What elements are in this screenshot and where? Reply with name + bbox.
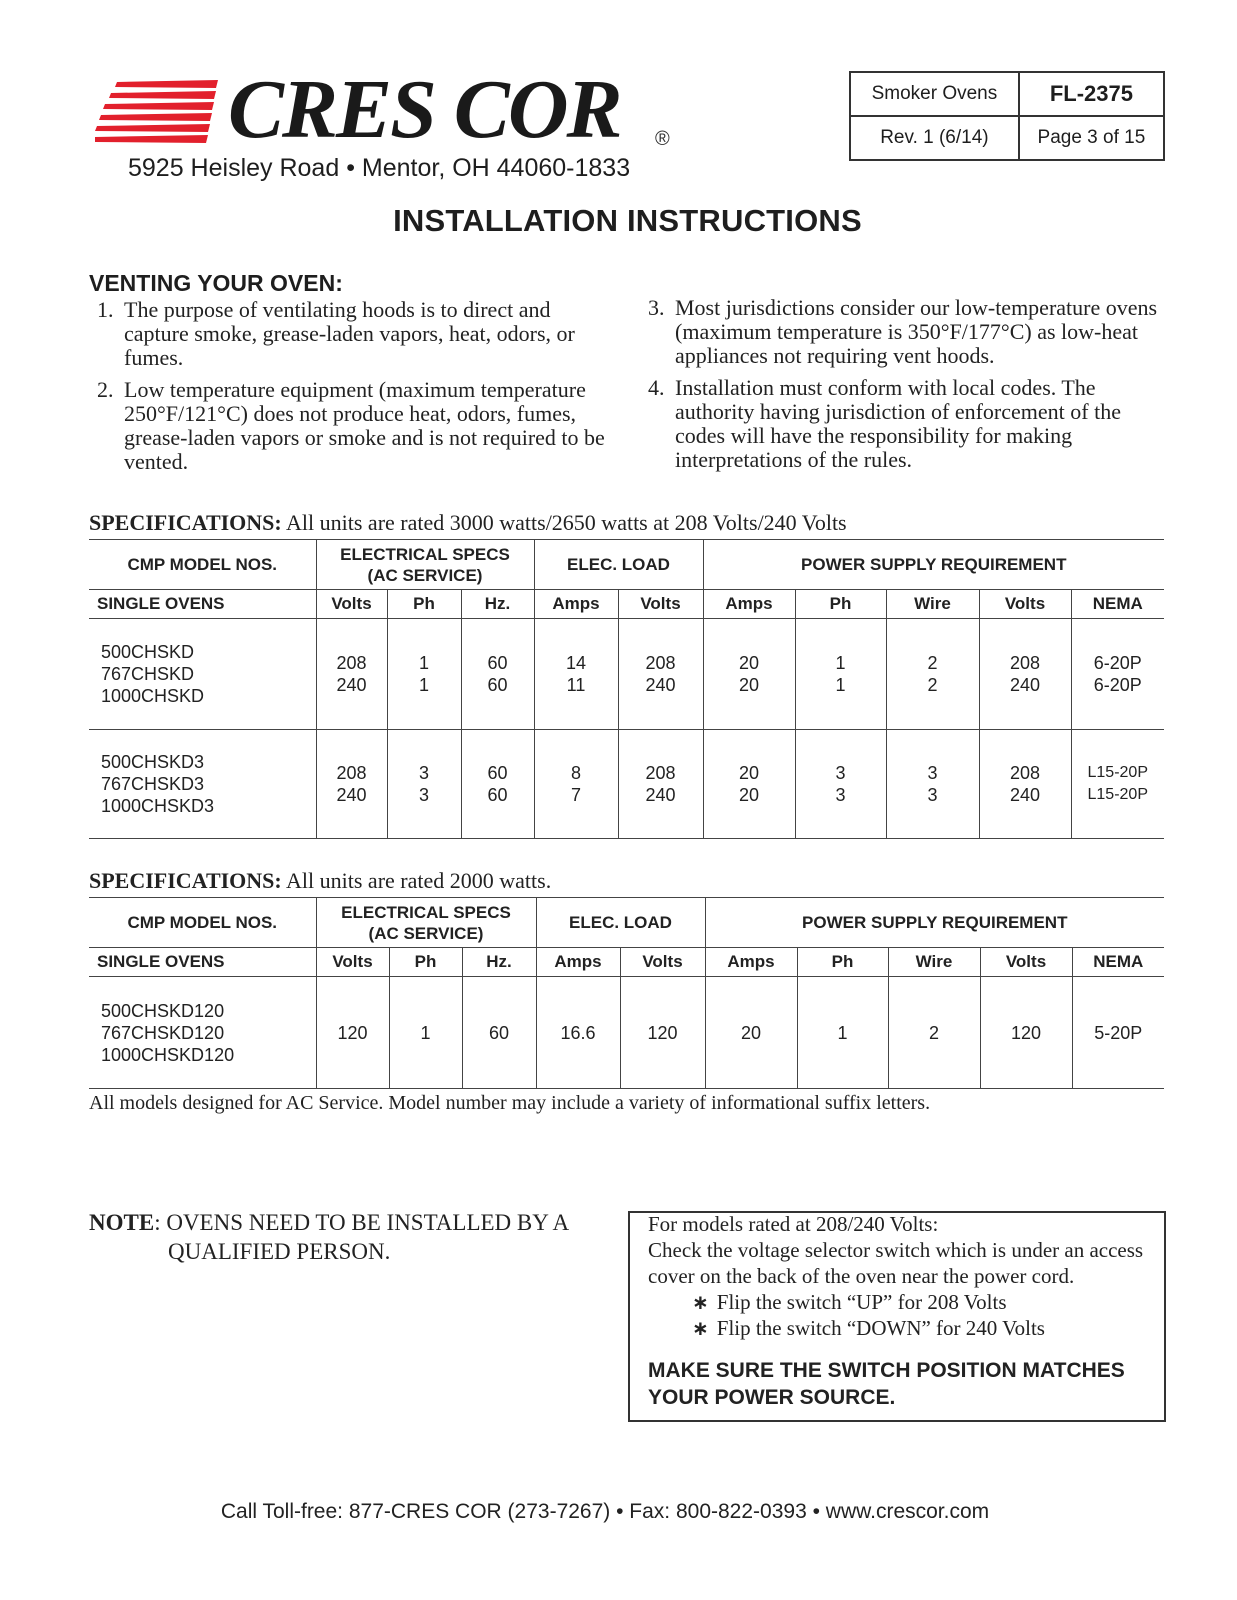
wire-cell: 2	[888, 977, 980, 1089]
load-volts-cell: 208 240	[618, 730, 703, 839]
load-volts-cell: 120	[620, 977, 705, 1089]
ph-cell: 1	[389, 977, 462, 1089]
ps-volts-cell: 208 240	[979, 619, 1071, 730]
header-elec-load: ELEC. LOAD	[534, 540, 703, 590]
ps-amps-cell: 20 20	[703, 730, 795, 839]
model-list: 500CHSKD120 767CHSKD120 1000CHSKD120	[89, 977, 316, 1089]
header-model: CMP MODEL NOS.	[89, 898, 316, 948]
asterisk-icon: ∗	[692, 1290, 709, 1314]
header-volts: Volts	[620, 948, 705, 977]
ps-ph-cell: 1 1	[795, 619, 886, 730]
header-amps: Amps	[536, 948, 620, 977]
header-ph: Ph	[797, 948, 888, 977]
nema-cell: 6-20P 6-20P	[1071, 619, 1164, 730]
ps-volts-cell: 120	[980, 977, 1072, 1089]
hz-cell: 60 60	[461, 619, 534, 730]
header-single-ovens: SINGLE OVENS	[89, 948, 316, 977]
doc-category: Smoker Ovens	[850, 72, 1019, 116]
header-nema: NEMA	[1072, 948, 1164, 977]
venting-heading: VENTING YOUR OVEN:	[89, 270, 343, 296]
ph-cell: 3 3	[387, 730, 461, 839]
header-power-supply: POWER SUPPLY REQUIREMENT	[705, 898, 1164, 948]
models-footnote: All models designed for AC Service. Model number may include a variety of informational suffix letters.	[89, 1092, 931, 1114]
amps-cell: 8 7	[534, 730, 618, 839]
venting-item: 3. Most jurisdictions consider our low-temperature ovens (maximum temperature is 350°F/177°C) as low-heat appliances not requiring vent hoods.	[648, 295, 1158, 368]
amps-cell: 16.6	[536, 977, 620, 1089]
header-volts: Volts	[980, 948, 1072, 977]
switch-warning: MAKE SURE THE SWITCH POSITION MATCHES YOUR POWER SOURCE.	[648, 1359, 1125, 1409]
nema-cell: L15-20P L15-20P	[1071, 730, 1164, 839]
ps-amps-cell: 20 20	[703, 619, 795, 730]
header-wire: Wire	[888, 948, 980, 977]
installation-note: NOTE: OVENS NEED TO BE INSTALLED BY A QUALIFIED PERSON.	[89, 1210, 570, 1264]
volts-cell: 120	[316, 977, 389, 1089]
nema-cell: 5-20P	[1072, 977, 1164, 1089]
header-amps: Amps	[703, 590, 795, 619]
ps-amps-cell: 20	[705, 977, 797, 1089]
header-volts: Volts	[316, 590, 387, 619]
amps-cell: 14 11	[534, 619, 618, 730]
table-row	[89, 730, 1164, 839]
hz-cell: 60	[462, 977, 536, 1089]
page-title: INSTALLATION INSTRUCTIONS	[393, 203, 862, 238]
header-elec-specs: ELECTRICAL SPECS (AC SERVICE)	[316, 540, 534, 590]
spec-table-2	[89, 897, 1164, 1089]
model-list: 500CHSKD 767CHSKD 1000CHSKD	[89, 619, 316, 730]
doc-revision: Rev. 1 (6/14)	[850, 116, 1019, 160]
ps-ph-cell: 3 3	[795, 730, 886, 839]
header-wire: Wire	[886, 590, 979, 619]
header-amps: Amps	[705, 948, 797, 977]
venting-item: 1. The purpose of ventilating hoods is to direct and capture smoke, grease-laden vapors, heat, odors, or fumes.	[97, 297, 575, 370]
registered-mark: ®	[655, 128, 670, 150]
company-address: 5925 Heisley Road • Mentor, OH 44060-1833	[128, 154, 631, 182]
specifications-line-1: SPECIFICATIONS: All units are rated 3000 watts/2650 watts at 208 Volts/240 Volts	[89, 510, 847, 535]
header-model: CMP MODEL NOS.	[89, 540, 316, 590]
asterisk-icon: ∗	[692, 1316, 709, 1340]
document-info-box	[849, 71, 1165, 161]
page-number: Page 3 of 15	[1019, 116, 1164, 160]
venting-list-left	[97, 298, 617, 482]
contact-footer: Call Toll-free: 877-CRES COR (273-7267) • Fax: 800-822-0393 • www.crescor.com	[220, 1500, 990, 1523]
table-row	[89, 619, 1164, 730]
volts-cell: 208 240	[316, 619, 387, 730]
venting-item: 4. Installation must conform with local codes. The authority having jurisdiction of enforcement of the codes will have the responsibility for making interpretations of the rules.	[648, 375, 1121, 472]
model-list: 500CHSKD3 767CHSKD3 1000CHSKD3	[89, 730, 316, 839]
doc-number: FL-2375	[1019, 72, 1164, 116]
ph-cell: 1 1	[387, 619, 461, 730]
spec-table-1	[89, 539, 1164, 839]
venting-list-right	[648, 296, 1168, 480]
table-row	[89, 977, 1164, 1089]
brand-logo: CRES COR	[228, 63, 621, 156]
voltage-selector-box: For models rated at 208/240 Volts: Check the voltage selector switch which is under an access cover on the back of the oven near the power cord. ∗ Flip the switch “UP” for 208 Volts ∗ Flip the switch “DOWN” for 240 Volts MAKE SURE THE SWITCH POSITION MATCHES YOUR POWER SOURCE.	[628, 1211, 1166, 1422]
ps-volts-cell: 208 240	[979, 730, 1071, 839]
header-hz: Hz.	[462, 948, 536, 977]
header-amps: Amps	[534, 590, 618, 619]
specifications-line-2: SPECIFICATIONS: All units are rated 2000 watts.	[89, 868, 552, 893]
header-ph: Ph	[389, 948, 462, 977]
header-elec-load: ELEC. LOAD	[536, 898, 705, 948]
header-hz: Hz.	[461, 590, 534, 619]
hz-cell: 60 60	[461, 730, 534, 839]
header-nema: NEMA	[1071, 590, 1164, 619]
header-ph: Ph	[795, 590, 886, 619]
header-volts: Volts	[316, 948, 389, 977]
wire-cell: 3 3	[886, 730, 979, 839]
header-ph: Ph	[387, 590, 461, 619]
header-single-ovens: SINGLE OVENS	[89, 590, 316, 619]
ps-ph-cell: 1	[797, 977, 888, 1089]
header-elec-specs: ELECTRICAL SPECS (AC SERVICE)	[316, 898, 536, 948]
volts-cell: 208 240	[316, 730, 387, 839]
venting-item: 2. Low temperature equipment (maximum temperature 250°F/121°C) does not produce heat, odors, fumes, grease-laden vapors or smoke and is not required to be vented.	[97, 377, 605, 474]
load-volts-cell: 208 240	[618, 619, 703, 730]
header-volts: Volts	[618, 590, 703, 619]
header-power-supply: POWER SUPPLY REQUIREMENT	[703, 540, 1164, 590]
header-volts: Volts	[979, 590, 1071, 619]
wire-cell: 2 2	[886, 619, 979, 730]
logo-stripes-icon	[95, 80, 220, 152]
